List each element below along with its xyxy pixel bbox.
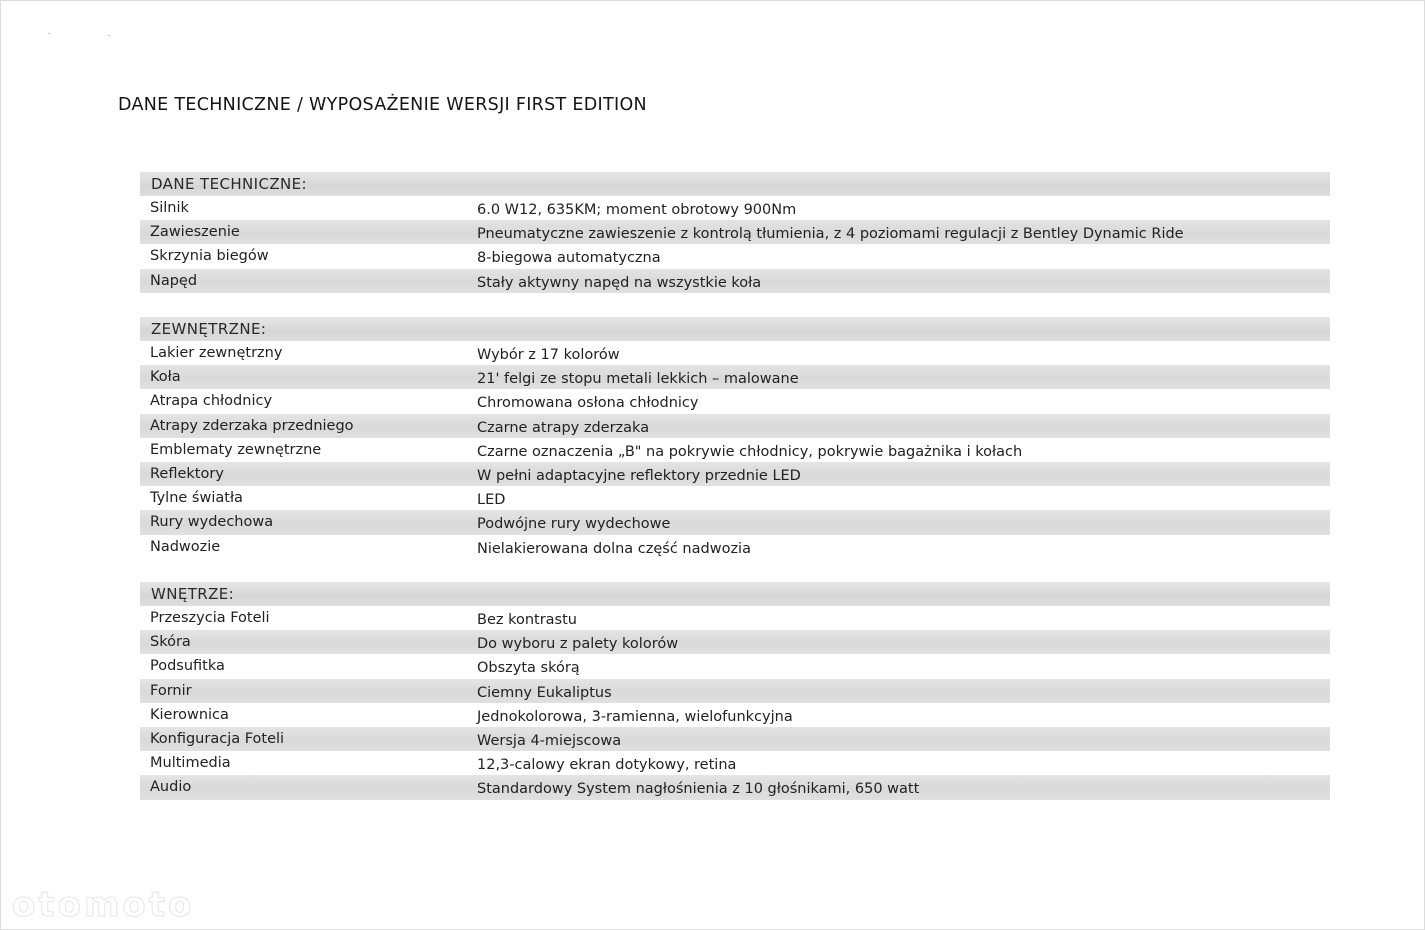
section-header-label: DANE TECHNICZNE: — [151, 175, 307, 193]
table-row — [140, 414, 1330, 438]
table-row — [140, 703, 1330, 727]
table-row — [140, 775, 1330, 799]
row-label: Lakier zewnętrzny — [150, 345, 283, 361]
row-label: Napęd — [150, 272, 198, 289]
table-row — [140, 535, 1330, 559]
row-value: Chromowana osłona chłodnicy — [477, 395, 699, 412]
row-value: 12,3-calowy ekran dotykowy, retina — [477, 757, 737, 774]
table-row — [140, 220, 1330, 244]
row-value: Wybór z 17 kolorów — [477, 347, 620, 363]
row-value: Nielakierowana dolna część nadwozia — [477, 540, 751, 557]
row-value: Pneumatyczne zawieszenie z kontrolą tłumienia, z 4 poziomami regulacji z Bentley Dynamic Ride — [477, 226, 1184, 243]
table-row — [140, 244, 1330, 268]
row-value: Do wyboru z palety kolorów — [477, 636, 679, 653]
row-label: Reflektory — [150, 465, 224, 482]
row-label: Nadwozie — [150, 538, 221, 555]
table-row — [140, 365, 1330, 389]
row-label: Podsufitka — [150, 658, 225, 675]
table-row — [140, 196, 1330, 220]
row-value: Ciemny Eukaliptus — [477, 684, 612, 701]
table-row — [140, 679, 1330, 703]
row-value: Standardowy System nagłośnienia z 10 głośnikami, 650 watt — [477, 781, 920, 798]
row-label: Skóra — [150, 634, 191, 651]
row-value: Wersja 4-miejscowa — [477, 732, 622, 749]
row-value: Podwójne rury wydechowe — [477, 516, 671, 533]
row-label: Przeszycia Foteli — [150, 610, 270, 626]
row-value: Stały aktywny napęd na wszystkie koła — [477, 274, 762, 291]
row-value: 6.0 W12, 635KM; moment obrotowy 900Nm — [477, 202, 797, 218]
section-header — [140, 317, 1330, 341]
section-header — [140, 582, 1330, 606]
table-row — [140, 269, 1330, 293]
table-row — [140, 751, 1330, 775]
row-label: Multimedia — [150, 755, 231, 772]
scan-speck — [108, 35, 110, 36]
section-technical-data — [140, 172, 1330, 293]
table-row — [140, 438, 1330, 462]
row-label: Kierownica — [150, 706, 229, 723]
row-label: Audio — [150, 779, 192, 796]
row-label: Koła — [150, 369, 181, 386]
table-row — [140, 341, 1330, 365]
row-value: Bez kontrastu — [477, 612, 577, 628]
table-row — [140, 486, 1330, 510]
section-header-label: WNĘTRZE: — [151, 585, 235, 603]
table-row — [140, 654, 1330, 678]
row-label: Skrzynia biegów — [150, 248, 269, 265]
section-header — [140, 172, 1330, 196]
section-interior — [140, 582, 1330, 800]
row-label: Konfiguracja Foteli — [150, 730, 285, 747]
section-header-label: ZEWNĘTRZNE: — [151, 320, 267, 338]
row-label: Silnik — [150, 200, 189, 216]
document-title: DANE TECHNICZNE / WYPOSAŻENIE WERSJI FIRST EDITION — [118, 95, 647, 115]
table-row — [140, 606, 1330, 630]
section-exterior — [140, 317, 1330, 559]
row-value: LED — [477, 492, 506, 509]
scan-speck — [48, 33, 50, 34]
row-label: Fornir — [150, 682, 192, 699]
row-value: Obszyta skórą — [477, 660, 580, 677]
table-row — [140, 462, 1330, 486]
row-value: Jednokolorowa, 3-ramienna, wielofunkcyjna — [477, 708, 793, 725]
row-label: Zawieszenie — [150, 224, 240, 241]
row-value: W pełni adaptacyjne reflektory przednie LED — [477, 467, 801, 484]
table-row — [140, 630, 1330, 654]
table-row — [140, 727, 1330, 751]
row-value: Czarne atrapy zderzaka — [477, 419, 650, 436]
watermark-logo: otomoto — [12, 885, 195, 925]
row-value: 8-biegowa automatyczna — [477, 250, 661, 267]
row-label: Tylne światła — [150, 490, 243, 507]
row-label: Emblematy zewnętrzne — [150, 441, 322, 458]
row-label: Atrapa chłodnicy — [150, 393, 273, 410]
row-label: Atrapy zderzaka przedniego — [150, 417, 354, 434]
row-label: Rury wydechowa — [150, 514, 274, 531]
table-row — [140, 389, 1330, 413]
table-row — [140, 510, 1330, 534]
row-value: Czarne oznaczenia „B" na pokrywie chłodnicy, pokrywie bagażnika i kołach — [477, 443, 1023, 460]
row-value: 21' felgi ze stopu metali lekkich – malowane — [477, 371, 799, 388]
